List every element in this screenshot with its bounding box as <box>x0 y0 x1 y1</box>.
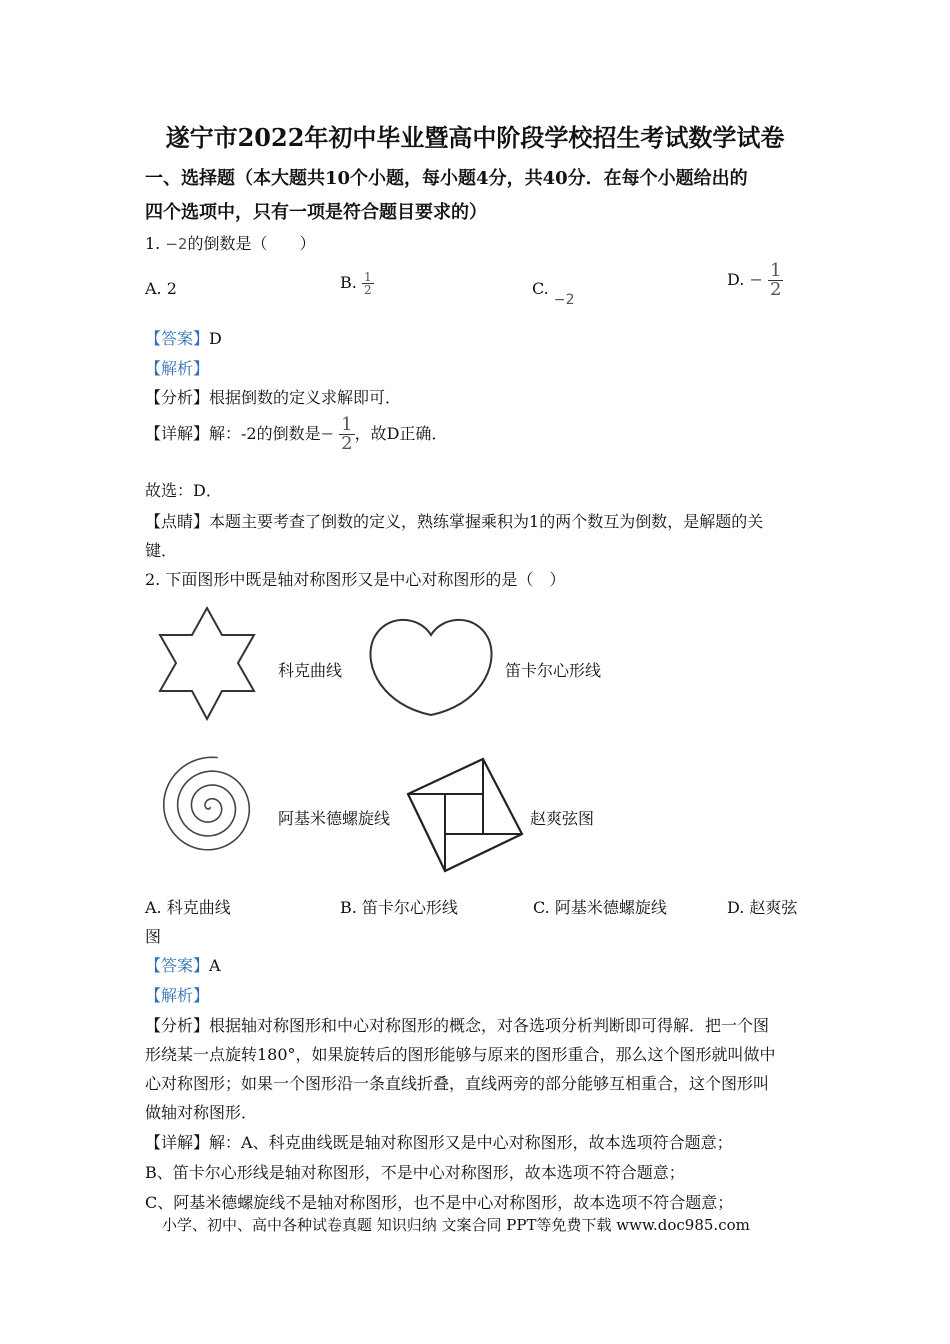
q2-fenxi-line2: 形绕某一点旋转180°，如果旋转后的图形能够与原来的图形重合，那么这个图形就叫做中 <box>145 1045 776 1064</box>
fig-label-cardioid: 笛卡尔心形线 <box>505 661 602 680</box>
q1-detail: 【详解】解：-2的倒数是− $\frac{1}{2}$ ，故D正确． <box>145 414 448 454</box>
q2-option-d-wrap: 图 <box>145 927 162 946</box>
q1-choose: 故选：D． <box>145 481 222 500</box>
q2-detail-line3: C、阿基米德螺旋线不是轴对称图形，也不是中心对称图形，故本选项不符合题意； <box>145 1193 734 1212</box>
q2-analysis-tag: 【解析】 <box>145 986 210 1005</box>
q2-option-c: C. 阿基米德螺旋线 <box>533 898 667 917</box>
q2-option-b: B. 笛卡尔心形线 <box>340 898 458 917</box>
q1-dianjing-line2: 键． <box>145 541 178 560</box>
q1-option-d: D. − $\frac{1}{2}$ <box>727 260 782 300</box>
q1-fenxi: 【分析】根据倒数的定义求解即可． <box>145 388 402 407</box>
q1-option-a: A. 2 <box>145 279 177 298</box>
q2-option-d: D. 赵爽弦 <box>727 898 798 917</box>
q1-stem: 1. −2的倒数是（ ） <box>145 234 316 253</box>
section-heading-line2: 四个选项中，只有一项是符合题目要求的） <box>145 202 487 223</box>
q2-stem: 2. 下面图形中既是轴对称图形又是中心对称图形的是（ ） <box>145 570 566 589</box>
fig-label-zhao: 赵爽弦图 <box>530 809 595 828</box>
section-heading-line1: 一、选择题（本大题共10个小题，每小题4分，共40分．在每个小题给出的 <box>145 168 748 189</box>
q2-detail-line2: B、笛卡尔心形线是轴对称图形，不是中心对称图形，故本选项不符合题意； <box>145 1163 685 1182</box>
q2-detail-line1: 【详解】解：A、科克曲线既是轴对称图形又是中心对称图形，故本选项符合题意； <box>145 1133 733 1152</box>
fig-label-spiral: 阿基米德螺旋线 <box>278 809 391 828</box>
archimedean-spiral-figure <box>155 755 265 865</box>
page-footer: 小学、初中、高中各种试卷真题 知识归纳 文案合同 PPT等免费下载 www.doc985.com <box>162 1216 750 1234</box>
q2-fenxi-line3: 心对称图形；如果一个图形沿一条直线折叠，直线两旁的部分能够互相重合，这个图形叫 <box>145 1074 770 1093</box>
koch-curve-figure <box>150 605 270 725</box>
q2-answer: 【答案】A <box>145 956 221 975</box>
q1-dianjing-line1: 【点睛】本题主要考查了倒数的定义，熟练掌握乘积为1的两个数互为倒数，是解题的关 <box>145 512 764 531</box>
q1-answer: 【答案】D <box>145 329 222 348</box>
q1-analysis-tag: 【解析】 <box>145 359 210 378</box>
zhao-shuang-figure <box>405 756 525 876</box>
q2-fenxi-line4: 做轴对称图形． <box>145 1103 258 1122</box>
q2-option-a: A. 科克曲线 <box>145 898 231 917</box>
q1-option-b: B. $\frac{1}{2}$ <box>340 270 372 297</box>
q1-option-c: C. −2 <box>532 279 575 308</box>
q2-fenxi-line1: 【分析】根据轴对称图形和中心对称图形的概念，对各选项分析判断即可得解．把一个图 <box>145 1016 770 1035</box>
cardioid-figure <box>365 605 497 720</box>
fig-label-koch: 科克曲线 <box>278 661 343 680</box>
page-title: 遂宁市2022年初中毕业暨高中阶段学校招生考试数学试卷 <box>165 123 785 152</box>
